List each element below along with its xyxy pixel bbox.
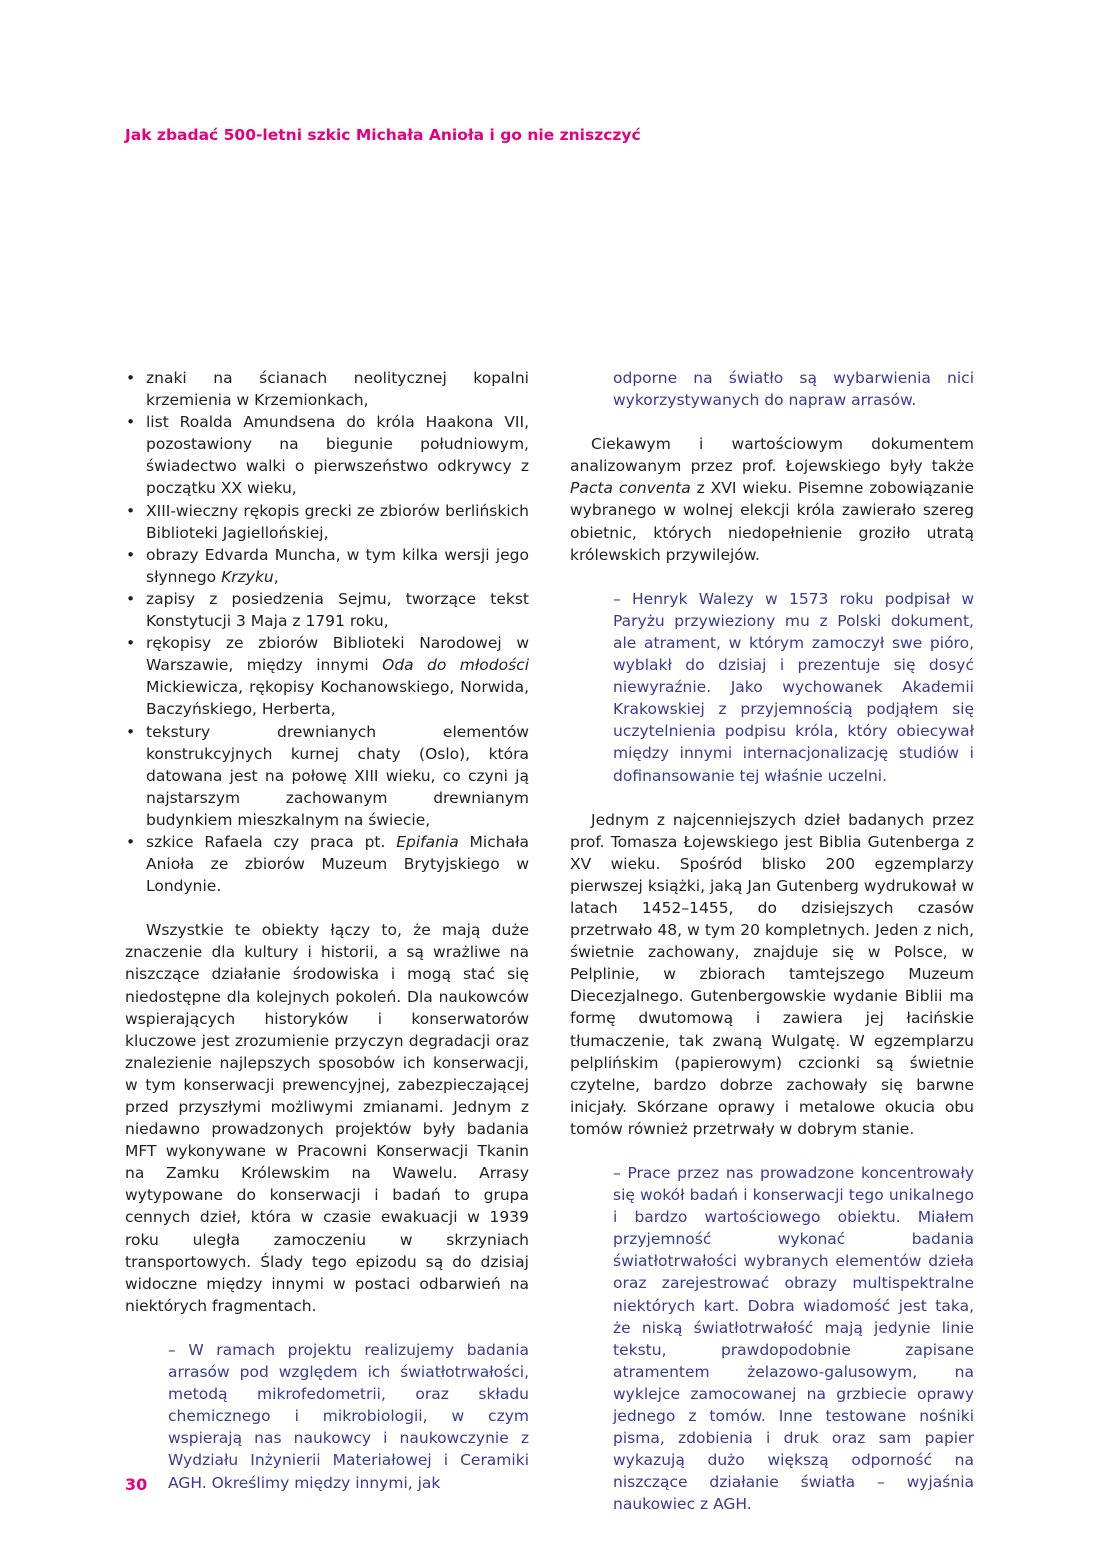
list-item: • XIII-wieczny rękopis grecki ze zbiorów berlińskich Biblioteki Jagiellońskiej, [125, 500, 529, 544]
left-column [125, 367, 529, 1494]
quote-paragraph: – W ramach projektu realizujemy badania arrasów pod względem ich światłotrwałości, metodą mikrofedometrii, oraz składu chemicznego i mikrobiologii, w czym wspierają nas naukowcy i naukowczynie z Wydziału Inżynierii Materiałowej i Ceramiki AGH. Określimy między innymi, jak [168, 1340, 529, 1492]
list-item: • list Roalda Amundsena do króla Haakona VII, pozostawiony na biegunie południowym, świadectwo walki o pierwszeństwo odkrywcy z początku XX wieku, [125, 411, 529, 499]
list-item: • obrazy Edvarda Muncha, w tym kilka wersji jego słynnego Krzyku, [125, 544, 529, 588]
body-paragraph: Ciekawym i wartościowym dokumentem analizowanym przez prof. Łojewskiego były także Pacta conventa z XVI wieku. Pisemne zobowiązanie wybranego w wolnej elekcji króla zawierało szereg obietnic, których niedopełnienie groziło utratą królewskich przywilejów. [570, 435, 974, 564]
body-paragraph: Jednym z najcenniejszych dzieł badanych przez prof. Tomasza Łojewskiego jest Biblia Gutenberga z XV wieku. Spośród blisko 200 egzemplarzy pierwszej książki, jaką Jan Gutenberg wydrukował w latach 1452–1455, do dzisiejszych czasów przetrwało 48, w tym 20 kompletnych. Jeden z nich, świetnie zachowany, znajduje się w Polsce, w Pelplinie, w zbiorach tamtejszego Muzeum Diecezjalnego. Gutenbergowskie wydanie Biblii ma formę dwutomową i zawiera jej łacińskie tłumaczenie, tak zwaną Wulgatę. W egzemplarzu pelplińskim (papierowym) czcionki są świetnie czytelne, bardzo dobrze zachowały się barwne inicjały. Skórzane oprawy i metalowe okucia obu tomów również przetrwały w dobrym stanie. [570, 810, 974, 1138]
object-list [125, 367, 529, 897]
list-item: • szkice Rafaela czy praca pt. Epifania Michała Anioła ze zbiorów Muzeum Brytyjskiego w Londynie. [125, 831, 529, 897]
page-number: 30 [125, 1475, 148, 1494]
list-item: • znaki na ścianach neolitycznej kopalni krzemienia w Krzemionkach, [125, 367, 529, 411]
body-paragraph: Wszystkie te obiekty łączy to, że mają duże znaczenie dla kultury i historii, a są wrażliwe na niszczące działanie środowiska i mogą stać się niedostępne dla kolejnych pokoleń. Dla naukowców wspierających historyków i konserwatorów kluczowe jest zrozumienie przyczyn degradacji oraz znalezienie najlepszych sposobów ich konserwacji, w tym konserwacji prewencyjnej, zabezpieczającej przed przyszłymi możliwymi zmianami. Jednym z niedawno prowadzonych projektów były badania MFT wykonywane w Pracowni Konserwacji Tkanin na Zamku Królewskim na Wawelu. Arrasy wytypowane do konserwacji i badań to grupa cennych dzieł, która w czasie ewakuacji w 1939 roku uległa zamoczeniu w skrzyniach transportowych. Ślady tego epizodu są do dzisiaj widoczne między innymi w postaci odbarwień na niektórych fragmentach. [125, 921, 529, 1315]
list-item: • tekstury drewnianych elementów konstrukcyjnych kurnej chaty (Oslo), która datowana jest na połowę XIII wieku, co czyni ją najstarszym zachowanym drewnianym budynkiem mieszkalnym na świecie, [125, 721, 529, 831]
quote-paragraph: odporne na światło są wybarwienia nici wykorzystywanych do napraw arrasów. [613, 369, 974, 410]
quote-paragraph: – Henryk Walezy w 1573 roku podpisał w Paryżu przywieziony mu z Polski dokument, ale atrament, w którym zamoczył swe pióro, wyblakł do dzisiaj i prezentuje się dosyć niewyraźnie. Jako wychowanek Akademii Krakowskiej z przyjemnością podjąłem się uczytelnienia podpisu króla, który obiecywał między innymi internacjonalizację studiów i dofinansowanie tej właśnie uczelni. [613, 589, 974, 785]
quote-paragraph: – Prace przez nas prowadzone koncentrowały się wokół badań i konserwacji tego unikalnego i bardzo wartościowego obiektu. Miałem przyjemność wykonać badania światłotrwałości wybranych elementów dzieła oraz zarejestrować obrazy multispektralne niektórych kart. Dobra wiadomość jest taka, że niską światłotrwałość mają jedynie linie tekstu, prawdopodobnie zapisane atramentem żelazowo-galusowym, na wyklejce zamocowanej na grzbiecie oprawy jednego z tomów. Inne testowane nośniki pisma, zdobienia i druk oraz sam papier wykazują dużo większą odporność na niszczące działanie światła – wyjaśnia naukowiec z AGH. [613, 1164, 974, 1514]
list-item: • rękopisy ze zbiorów Biblioteki Narodowej w Warszawie, między innymi Oda do młodości Mickiewicza, rękopisy Kochanowskiego, Norwida, Baczyńskiego, Herberta, [125, 632, 529, 720]
running-header: Jak zbadać 500-letni szkic Michała Anioła i go nie zniszczyć [125, 126, 641, 144]
list-item: • zapisy z posiedzenia Sejmu, tworzące tekst Konstytucji 3 Maja z 1791 roku, [125, 588, 529, 632]
right-column [570, 367, 974, 1516]
